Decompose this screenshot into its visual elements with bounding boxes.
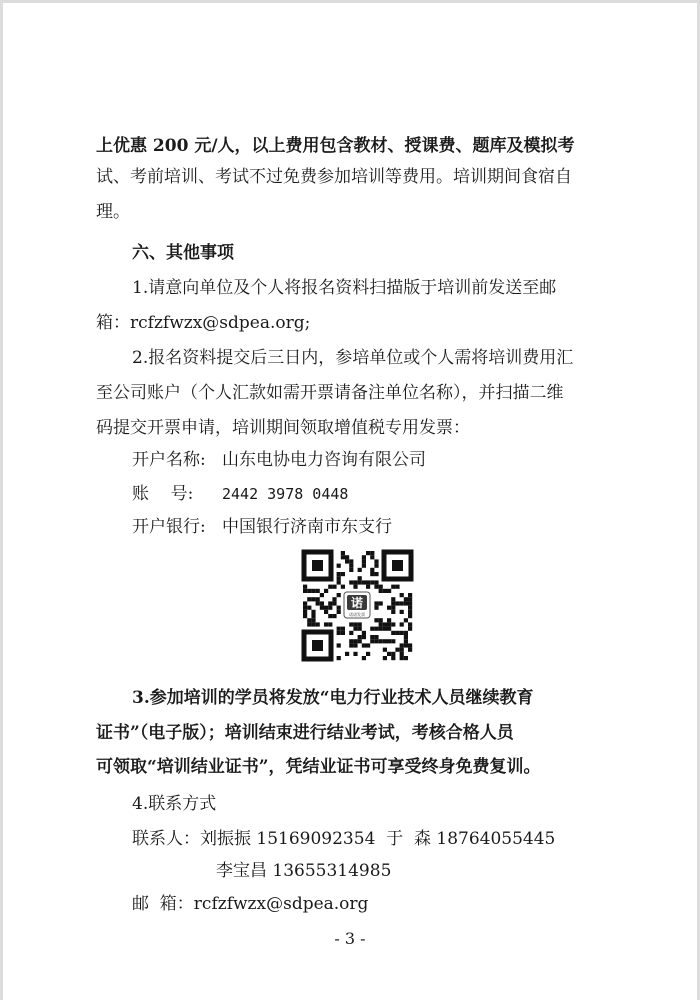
qr-module	[379, 618, 383, 622]
qr-module	[328, 601, 332, 605]
qr-module	[400, 648, 404, 652]
qr-module	[374, 627, 378, 631]
qr-module	[328, 622, 332, 626]
item3-line: 可领取“培训结业证书”，凭结业证书可享受终身免费复训。	[96, 757, 541, 777]
account-bank-label: 开户银行:	[132, 517, 206, 537]
item2-line: 2.报名资料提交后三日内，参培单位或个人需将培训费用汇	[132, 348, 574, 368]
qr-module	[400, 601, 404, 605]
section-heading: 六、其他事项	[132, 243, 234, 263]
qr-module	[332, 597, 336, 601]
qr-module	[400, 643, 404, 647]
qr-module	[387, 618, 391, 622]
qr-module	[349, 622, 353, 626]
qr-module	[307, 597, 311, 601]
qr-module	[320, 601, 324, 605]
qr-module	[345, 652, 349, 656]
qr-module	[303, 601, 307, 605]
qr-module	[404, 639, 408, 643]
qr-module	[316, 597, 320, 601]
qr-module	[370, 555, 374, 559]
qr-module	[328, 606, 332, 610]
qr-module	[370, 551, 374, 555]
qr-module	[320, 606, 324, 610]
qr-module	[408, 610, 412, 614]
qr-module	[362, 643, 366, 647]
qr-module	[358, 622, 362, 626]
account-number-label: 账 号:	[132, 484, 194, 504]
qr-module	[337, 656, 341, 660]
qr-module	[374, 606, 378, 610]
qr-module	[362, 631, 366, 635]
qr-module	[341, 585, 345, 589]
qr-module	[362, 555, 366, 559]
qr-module	[387, 639, 391, 643]
qr-module	[408, 593, 412, 597]
qr-module	[400, 652, 404, 656]
qr-module	[337, 631, 341, 635]
item3-line: 证书”（电子版）；培训结束进行结业考试，考核合格人员	[96, 723, 514, 743]
qr-module	[408, 627, 412, 631]
qr-module	[307, 622, 311, 626]
qr-module	[387, 622, 391, 626]
qr-module	[387, 589, 391, 593]
qr-module	[341, 572, 345, 576]
scan-border-top	[0, 0, 700, 3]
account-bank-value: 中国银行济南市东支行	[222, 517, 392, 537]
qr-module	[358, 568, 362, 572]
qr-module	[349, 639, 353, 643]
qr-module	[370, 572, 374, 576]
qr-module	[383, 627, 387, 631]
qr-module	[370, 580, 374, 584]
contact-line: 联系人：刘振振 15169092354 于 森 18764055445	[132, 829, 556, 849]
paragraph-line: 上优惠 200 元/人，以上费用包含教材、授课费、题库及模拟考	[96, 136, 575, 156]
qr-module	[374, 618, 378, 622]
qr-module	[362, 635, 366, 639]
qr-module	[337, 564, 341, 568]
qr-module	[349, 580, 353, 584]
qr-module	[324, 610, 328, 614]
qr-module	[404, 618, 408, 622]
qr-module	[337, 610, 341, 614]
qr-module	[332, 614, 336, 618]
qr-module	[349, 568, 353, 572]
qr-module	[341, 627, 345, 631]
qr-module	[404, 631, 408, 635]
qr-module	[408, 648, 412, 652]
item2-line: 码提交开票申请，培训期间领取增值税专用发票：	[96, 418, 470, 438]
item1-line: 1.请意向单位及个人将报名资料扫描版于培训前发送至邮	[132, 278, 557, 298]
qr-module	[311, 589, 315, 593]
qr-module	[400, 631, 404, 635]
qr-module	[316, 622, 320, 626]
qr-module	[311, 597, 315, 601]
qr-logo-caption: 诺诺发票	[349, 612, 365, 617]
qr-module	[400, 593, 404, 597]
qr-module	[303, 589, 307, 593]
item1-email-line: 箱：rcfzfwzx@sdpea.org;	[96, 313, 311, 333]
qr-module	[379, 601, 383, 605]
qr-module	[353, 627, 357, 631]
qr-module	[370, 627, 374, 631]
qr-module	[345, 555, 349, 559]
account-bank-row	[132, 512, 392, 537]
qr-module	[362, 656, 366, 660]
qr-module	[311, 610, 315, 614]
qr-module	[391, 652, 395, 656]
qr-module	[349, 643, 353, 647]
qr-module	[383, 639, 387, 643]
qr-code-image	[300, 548, 415, 663]
qr-module	[358, 635, 362, 639]
qr-module	[374, 559, 378, 563]
qr-module	[320, 593, 324, 597]
qr-module	[328, 585, 332, 589]
qr-module	[383, 648, 387, 652]
qr-module	[349, 559, 353, 563]
qr-module	[391, 585, 395, 589]
qr-module	[303, 585, 307, 589]
qr-module	[353, 639, 357, 643]
qr-module	[337, 606, 341, 610]
qr-module	[362, 580, 366, 584]
qr-module	[337, 627, 341, 631]
qr-module	[341, 551, 345, 555]
qr-module	[353, 580, 357, 584]
qr-module	[379, 622, 383, 626]
account-name-value: 山东电协电力咨询有限公司	[222, 450, 426, 470]
qr-module	[337, 576, 341, 580]
qr-module	[379, 639, 383, 643]
qr-module	[358, 576, 362, 580]
qr-module	[370, 568, 374, 572]
qr-module	[400, 656, 404, 660]
qr-module	[324, 589, 328, 593]
qr-module	[337, 643, 341, 647]
qr-module	[400, 622, 404, 626]
qr-module	[404, 635, 408, 639]
account-name-row	[132, 445, 426, 470]
qr-module	[404, 597, 408, 601]
qr-module	[379, 627, 383, 631]
qr-module	[391, 622, 395, 626]
qr-module	[332, 601, 336, 605]
page-number: - 3 -	[334, 929, 366, 948]
qr-module	[358, 639, 362, 643]
qr-module	[408, 643, 412, 647]
qr-module	[391, 597, 395, 601]
paragraph-line: 试、考前培训、考试不过免费参加培训等费用。培训期间食宿自	[96, 167, 572, 187]
qr-module	[374, 572, 378, 576]
account-name-label: 开户名称:	[132, 450, 206, 470]
qr-module	[391, 631, 395, 635]
qr-module	[366, 580, 370, 584]
qr-module	[408, 614, 412, 618]
paragraph-line: 理。	[96, 202, 130, 222]
qr-module	[341, 631, 345, 635]
qr-module	[391, 601, 395, 605]
qr-module	[303, 614, 307, 618]
qr-module	[341, 555, 345, 559]
qr-module	[408, 606, 412, 610]
item2-line: 至公司账户（个人汇款如需开票请备注单位名称），并扫描二维	[96, 383, 564, 403]
scan-border-left	[0, 0, 3, 1000]
qr-module	[337, 572, 341, 576]
qr-module	[391, 610, 395, 614]
qr-module	[374, 639, 378, 643]
qr-module	[366, 652, 370, 656]
qr-module	[349, 564, 353, 568]
qr-module	[362, 564, 366, 568]
qr-logo-glyph: 诺	[350, 596, 364, 610]
qr-module	[408, 597, 412, 601]
qr-module	[332, 585, 336, 589]
qr-module	[387, 627, 391, 631]
qr-module	[353, 585, 357, 589]
qr-module	[337, 593, 341, 597]
qr-module	[379, 585, 383, 589]
qr-module	[404, 656, 408, 660]
email-line: 邮 箱：rcfzfwzx@sdpea.org	[132, 894, 369, 914]
qr-module	[383, 656, 387, 660]
qr-module	[307, 618, 311, 622]
qr-module	[307, 589, 311, 593]
qr-module	[408, 622, 412, 626]
qr-module	[404, 643, 408, 647]
qr-module	[358, 580, 362, 584]
qr-module	[391, 656, 395, 660]
qr-module	[353, 643, 357, 647]
qr-module	[324, 606, 328, 610]
qr-module	[383, 622, 387, 626]
qr-module	[400, 610, 404, 614]
qr-module	[379, 589, 383, 593]
item4-heading: 4.联系方式	[132, 794, 217, 814]
qr-module	[391, 606, 395, 610]
qr-module	[324, 622, 328, 626]
qr-module	[366, 643, 370, 647]
qr-module	[328, 614, 332, 618]
qr-module	[383, 589, 387, 593]
qr-module	[311, 622, 315, 626]
qr-module	[374, 564, 378, 568]
qr-module	[311, 614, 315, 618]
qr-module	[362, 559, 366, 563]
qr-module	[349, 631, 353, 635]
qr-module	[374, 601, 378, 605]
invoice-qr-code[interactable]	[300, 548, 415, 663]
qr-module	[395, 601, 399, 605]
qr-module	[358, 627, 362, 631]
account-number-value: 2442 3978 0448	[222, 485, 349, 503]
qr-module	[316, 601, 320, 605]
qr-module	[395, 648, 399, 652]
qr-module	[353, 652, 357, 656]
qr-module	[303, 610, 307, 614]
qr-module	[353, 622, 357, 626]
qr-module	[303, 606, 307, 610]
qr-module	[345, 559, 349, 563]
qr-module	[374, 635, 378, 639]
qr-module	[404, 601, 408, 605]
qr-module	[374, 580, 378, 584]
qr-module	[366, 551, 370, 555]
item3-line: 3.参加培训的学员将发放“电力行业技术人员继续教育	[132, 688, 534, 708]
qr-module	[374, 585, 378, 589]
qr-module	[366, 585, 370, 589]
qr-module	[387, 652, 391, 656]
qr-module	[316, 589, 320, 593]
account-number-row	[132, 479, 348, 504]
qr-module	[370, 639, 374, 643]
qr-module	[391, 639, 395, 643]
qr-module	[408, 601, 412, 605]
qr-module	[387, 606, 391, 610]
qr-module	[395, 631, 399, 635]
qr-module	[395, 585, 399, 589]
contact-line: 李宝昌 13655314985	[216, 861, 392, 881]
qr-module	[311, 618, 315, 622]
qr-module	[307, 606, 311, 610]
qr-module	[337, 580, 341, 584]
qr-module	[370, 635, 374, 639]
